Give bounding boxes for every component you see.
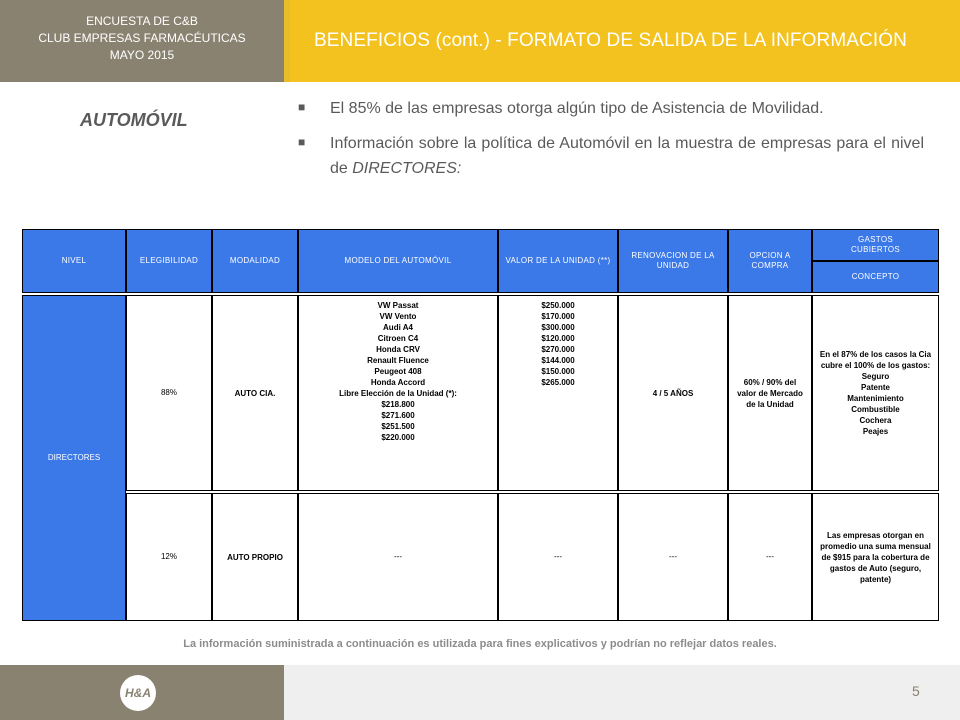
header-elegibilidad: ELEGIBILIDAD [126, 229, 212, 293]
survey-header-block [0, 0, 284, 82]
expense-item: En el 87% de los casos la Cia [819, 350, 932, 359]
car-model: Peugeot 408 [374, 367, 422, 376]
unit-value: $250.000 [541, 301, 575, 310]
level-cell-directores: DIRECTORES [22, 295, 126, 621]
header-renovacion: RENOVACION DE LA UNIDAD [618, 229, 728, 293]
car-model: $218.800 [381, 400, 415, 409]
survey-name: ENCUESTA DE C&B [86, 14, 198, 28]
header-concepto: CONCEPTO [812, 261, 939, 293]
bullet-item [298, 131, 924, 181]
header-nivel: NIVEL [22, 229, 126, 293]
car-model: Honda Accord [370, 378, 426, 387]
expense-item: Combustible [851, 405, 900, 414]
page-title: BENEFICIOS (cont.) - FORMATO DE SALIDA DE LA INFORMACIÓN [314, 30, 907, 51]
unit-value: $150.000 [541, 367, 575, 376]
row1-opcion: 60% / 90% del valor de Mercado de la Unidad [728, 295, 812, 491]
bullet-list [298, 96, 924, 191]
car-policy-table [22, 229, 939, 621]
club-name: CLUB EMPRESAS FARMACÉUTICAS [38, 31, 246, 45]
page-number: 5 [912, 683, 920, 699]
expense-item: Seguro [861, 372, 890, 381]
row2-gastos: Las empresas otorgan en promedio una suma mensual de $915 para la cobertura de gastos de Auto (seguro, patente) [812, 493, 939, 621]
bullet-text-mobility: El 85% de las empresas otorga algún tipo de Asistencia de Movilidad. [330, 100, 824, 117]
row1-renovacion: 4 / 5 AÑOS [618, 295, 728, 491]
header-valor: VALOR DE LA UNIDAD (**) [498, 229, 618, 293]
row2-modelo: --- [298, 493, 498, 621]
car-model: Honda CRV [376, 345, 420, 354]
car-model: Audi A4 [383, 323, 413, 332]
car-model: $251.500 [381, 422, 415, 431]
row1-modalidad: AUTO CIA. [212, 295, 298, 491]
unit-value: $170.000 [541, 312, 575, 321]
car-model: Renault Fluence [367, 356, 429, 365]
unit-value: $270.000 [541, 345, 575, 354]
unit-value: $265.000 [541, 378, 575, 387]
header-modelo: MODELO DEL AUTOMÓVIL [298, 229, 498, 293]
header-gastos: GASTOS CUBIERTOS [812, 229, 939, 261]
header-opcion: OPCION A COMPRA [728, 229, 812, 293]
unit-value: $144.000 [541, 356, 575, 365]
car-model: $271.600 [381, 411, 415, 420]
row1-modelos [298, 295, 498, 491]
square-bullet-icon: ■ [298, 100, 306, 114]
company-logo: H&A [120, 675, 156, 711]
row2-renovacion: --- [618, 493, 728, 621]
expense-item: Mantenimiento [847, 394, 904, 403]
expense-item: cubre el 100% de los gastos: [820, 361, 931, 370]
car-model: Libre Elección de la Unidad (*): [339, 389, 457, 398]
car-model: $220.000 [381, 433, 415, 442]
row2-opcion: --- [728, 493, 812, 621]
expense-item: Cochera [859, 416, 892, 425]
unit-value: $300.000 [541, 323, 575, 332]
footer-right-block [284, 665, 960, 720]
bullet-text-level: DIRECTORES: [352, 160, 462, 177]
row1-gastos [812, 295, 939, 491]
row2-valor: --- [498, 493, 618, 621]
row1-elegibilidad: 88% [126, 295, 212, 491]
car-model: Citroen C4 [377, 334, 419, 343]
disclaimer-note: La información suministrada a continuación es utilizada para fines explicativos y podrían no reflejar datos reales. [183, 638, 777, 650]
title-bar [290, 0, 960, 82]
survey-date: MAYO 2015 [109, 48, 175, 62]
bullet-item [298, 96, 924, 121]
row2-elegibilidad: 12% [126, 493, 212, 621]
header-modalidad: MODALIDAD [212, 229, 298, 293]
section-title: AUTOMÓVIL [80, 110, 188, 130]
row2-modalidad: AUTO PROPIO [212, 493, 298, 621]
bullet-text-policy: Información sobre la política de Automóvil en la muestra de empresas para el nivel de [330, 135, 924, 177]
square-bullet-icon: ■ [298, 135, 306, 149]
car-model: VW Passat [377, 301, 419, 310]
row1-valores [498, 295, 618, 491]
expense-item: Peajes [862, 427, 889, 436]
car-model: VW Vento [379, 312, 417, 321]
unit-value: $120.000 [541, 334, 575, 343]
expense-item: Patente [861, 383, 890, 392]
